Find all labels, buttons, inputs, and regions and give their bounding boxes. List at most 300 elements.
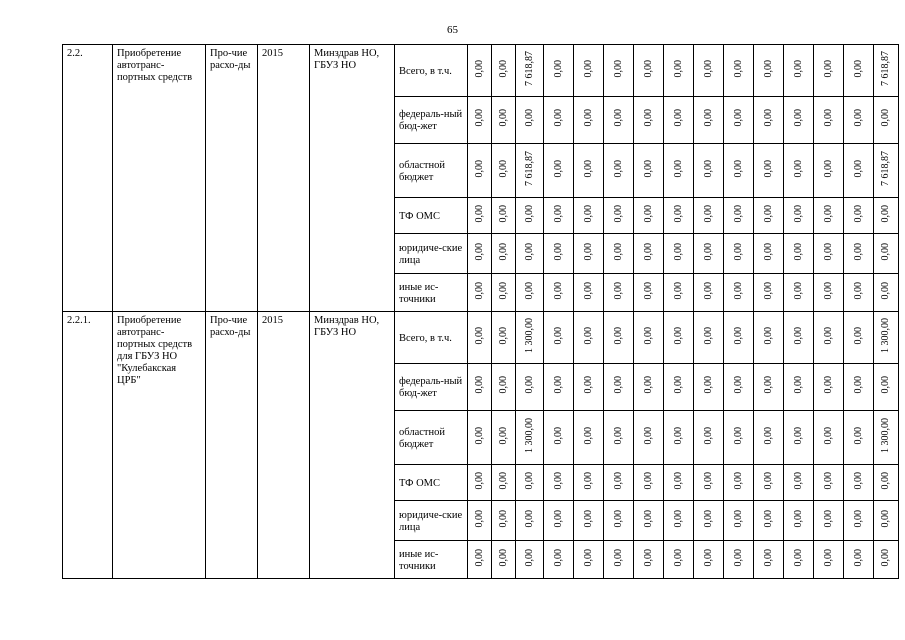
value-text: 0,00	[612, 326, 624, 345]
value-text: 0,00	[792, 426, 804, 445]
value-text: 0,00	[582, 376, 594, 394]
budget-table	[62, 44, 899, 579]
value-cell	[634, 465, 664, 501]
value-text: 0,00	[732, 204, 744, 223]
value-cell	[784, 364, 814, 411]
value-cell	[844, 45, 874, 97]
value-text: 0,00	[582, 326, 594, 345]
value-text: 0,00	[642, 509, 654, 528]
value-text: 0,00	[852, 204, 864, 223]
value-cell	[664, 144, 694, 198]
funding-source: ТФ ОМС	[395, 465, 468, 501]
value-text: 0,00	[672, 471, 684, 490]
value-cell	[694, 312, 724, 364]
value-text: 0,00	[497, 59, 509, 78]
value-text: 0,00	[732, 242, 744, 261]
value-text: 0,00	[672, 281, 684, 300]
value-cell	[516, 45, 544, 97]
value-cell	[468, 45, 492, 97]
value-cell	[844, 312, 874, 364]
value-cell	[604, 465, 634, 501]
value-cell	[516, 312, 544, 364]
value-text: 0,00	[612, 59, 624, 78]
value-text: 0,00	[523, 109, 535, 127]
value-cell	[468, 97, 492, 144]
value-text: 0,00	[642, 159, 654, 178]
value-text: 0,00	[732, 326, 744, 345]
item-name: Приобретение автотранс-портных средств для ГБУЗ НО "Кулебакская ЦРБ"	[113, 312, 206, 579]
value-cell	[574, 234, 604, 274]
value-text: 0,00	[672, 109, 684, 127]
value-cell	[604, 364, 634, 411]
value-text: 0,00	[732, 159, 744, 178]
value-text: 0,00	[792, 204, 804, 223]
value-cell	[574, 312, 604, 364]
value-cell	[754, 144, 784, 198]
value-cell	[516, 234, 544, 274]
item-code: 2.2.1.	[63, 312, 113, 579]
value-cell	[784, 97, 814, 144]
value-cell	[724, 198, 754, 234]
value-text: 0,00	[523, 204, 535, 223]
value-cell	[694, 144, 724, 198]
value-cell	[544, 198, 574, 234]
value-cell	[604, 45, 634, 97]
value-cell	[492, 501, 516, 541]
value-text: 0,00	[497, 548, 509, 567]
value-cell	[754, 312, 784, 364]
value-cell	[544, 465, 574, 501]
value-text: 0,00	[762, 204, 774, 223]
value-cell	[664, 501, 694, 541]
value-text: 0,00	[822, 376, 834, 394]
value-cell	[814, 501, 844, 541]
value-text: 0,00	[582, 548, 594, 567]
value-text: 0,00	[792, 509, 804, 528]
value-text: 0,00	[702, 159, 714, 178]
value-cell	[468, 144, 492, 198]
value-cell	[664, 364, 694, 411]
value-cell	[468, 312, 492, 364]
value-text: 0,00	[822, 509, 834, 528]
value-cell	[634, 198, 664, 234]
value-cell	[516, 411, 544, 465]
value-text: 0,00	[473, 509, 485, 528]
value-text: 0,00	[702, 59, 714, 78]
value-cell	[664, 312, 694, 364]
value-text: 0,00	[702, 376, 714, 394]
value-cell	[492, 97, 516, 144]
value-cell	[544, 274, 574, 312]
value-cell	[544, 541, 574, 579]
value-text: 0,00	[672, 242, 684, 261]
value-text: 1 300,00	[880, 418, 891, 453]
value-cell	[724, 144, 754, 198]
value-text: 0,00	[612, 509, 624, 528]
value-text: 0,00	[642, 326, 654, 345]
value-text: 0,00	[702, 426, 714, 445]
value-text: 0,00	[523, 509, 535, 528]
value-cell	[694, 97, 724, 144]
value-cell	[492, 45, 516, 97]
value-text: 0,00	[497, 109, 509, 127]
value-text: 1 300,00	[523, 418, 535, 453]
value-cell	[544, 45, 574, 97]
value-cell	[724, 411, 754, 465]
value-text: 0,00	[612, 242, 624, 261]
value-cell	[754, 541, 784, 579]
value-cell	[604, 501, 634, 541]
value-text: 0,00	[642, 59, 654, 78]
value-text: 0,00	[582, 159, 594, 178]
value-cell	[814, 274, 844, 312]
value-cell	[492, 465, 516, 501]
value-cell	[516, 274, 544, 312]
value-text: 0,00	[822, 471, 834, 490]
value-text: 0,00	[822, 159, 834, 178]
value-cell	[844, 234, 874, 274]
value-cell	[784, 501, 814, 541]
value-cell	[634, 541, 664, 579]
value-text: 0,00	[642, 242, 654, 261]
value-text: 0,00	[792, 59, 804, 78]
value-cell	[754, 411, 784, 465]
value-cell	[754, 97, 784, 144]
value-text: 0,00	[523, 281, 535, 300]
value-text: 0,00	[612, 159, 624, 178]
value-cell	[724, 364, 754, 411]
value-text: 7 618,87	[523, 51, 535, 86]
value-cell	[814, 144, 844, 198]
value-cell	[574, 45, 604, 97]
value-cell	[724, 541, 754, 579]
item-executor: Минздрав НО, ГБУЗ НО	[310, 312, 395, 579]
value-cell	[492, 364, 516, 411]
value-cell	[634, 144, 664, 198]
value-text: 0,00	[822, 281, 834, 300]
value-cell	[754, 465, 784, 501]
value-cell	[874, 541, 899, 579]
value-cell	[664, 274, 694, 312]
value-cell	[874, 312, 899, 364]
value-cell	[634, 274, 664, 312]
value-cell	[814, 465, 844, 501]
value-cell	[544, 411, 574, 465]
expense-type: Про-чие расхо-ды	[206, 312, 258, 579]
value-cell	[634, 45, 664, 97]
value-cell	[468, 541, 492, 579]
value-text: 0,00	[702, 471, 714, 490]
value-text: 0,00	[672, 426, 684, 445]
value-text: 0,00	[497, 426, 509, 445]
value-cell	[492, 274, 516, 312]
value-text: 0,00	[473, 281, 485, 300]
value-cell	[754, 364, 784, 411]
value-text: 0,00	[852, 548, 864, 567]
value-text: 0,00	[612, 376, 624, 394]
value-text: 0,00	[497, 159, 509, 178]
value-cell	[724, 312, 754, 364]
value-cell	[468, 234, 492, 274]
value-cell	[604, 411, 634, 465]
value-text: 0,00	[792, 281, 804, 300]
value-text: 0,00	[880, 548, 891, 567]
value-text: 0,00	[762, 509, 774, 528]
value-text: 0,00	[762, 281, 774, 300]
value-text: 0,00	[473, 426, 485, 445]
value-cell	[844, 144, 874, 198]
value-text: 1 300,00	[523, 318, 535, 353]
value-text: 0,00	[552, 326, 564, 345]
value-text: 0,00	[642, 109, 654, 127]
value-cell	[844, 465, 874, 501]
value-text: 0,00	[852, 509, 864, 528]
value-text: 0,00	[762, 376, 774, 394]
value-cell	[516, 144, 544, 198]
value-text: 0,00	[612, 281, 624, 300]
value-text: 0,00	[473, 159, 485, 178]
value-text: 0,00	[552, 509, 564, 528]
item-year: 2015	[258, 45, 310, 312]
value-text: 0,00	[612, 548, 624, 567]
expense-type: Про-чие расхо-ды	[206, 45, 258, 312]
value-cell	[724, 465, 754, 501]
funding-source: федераль-ный бюд-жет	[395, 364, 468, 411]
value-cell	[468, 411, 492, 465]
item-executor: Минздрав НО, ГБУЗ НО	[310, 45, 395, 312]
value-cell	[784, 541, 814, 579]
value-text: 0,00	[582, 242, 594, 261]
value-text: 0,00	[642, 426, 654, 445]
value-text: 0,00	[642, 281, 654, 300]
value-cell	[604, 541, 634, 579]
value-cell	[724, 97, 754, 144]
value-text: 0,00	[582, 109, 594, 127]
value-cell	[694, 364, 724, 411]
value-text: 0,00	[732, 471, 744, 490]
value-cell	[874, 144, 899, 198]
value-text: 0,00	[642, 204, 654, 223]
value-text: 0,00	[852, 59, 864, 78]
value-cell	[694, 274, 724, 312]
value-text: 0,00	[672, 548, 684, 567]
value-text: 0,00	[762, 471, 774, 490]
value-text: 0,00	[523, 242, 535, 261]
value-cell	[544, 501, 574, 541]
value-cell	[874, 198, 899, 234]
value-text: 0,00	[473, 376, 485, 394]
value-cell	[844, 364, 874, 411]
value-text: 0,00	[702, 109, 714, 127]
funding-source: юридиче-ские лица	[395, 234, 468, 274]
value-text: 0,00	[732, 376, 744, 394]
value-text: 0,00	[497, 471, 509, 490]
value-cell	[754, 501, 784, 541]
value-text: 0,00	[473, 326, 485, 345]
value-text: 0,00	[582, 281, 594, 300]
value-cell	[516, 465, 544, 501]
value-text: 7 618,87	[880, 51, 891, 86]
value-text: 0,00	[762, 59, 774, 78]
value-cell	[492, 541, 516, 579]
value-cell	[754, 45, 784, 97]
value-text: 0,00	[852, 109, 864, 127]
value-cell	[544, 97, 574, 144]
value-text: 0,00	[702, 509, 714, 528]
value-text: 0,00	[702, 326, 714, 345]
value-cell	[634, 364, 664, 411]
value-text: 0,00	[762, 109, 774, 127]
value-cell	[574, 364, 604, 411]
value-cell	[574, 97, 604, 144]
value-cell	[754, 274, 784, 312]
value-text: 0,00	[672, 326, 684, 345]
value-cell	[844, 501, 874, 541]
value-cell	[516, 541, 544, 579]
value-cell	[664, 411, 694, 465]
value-text: 0,00	[852, 242, 864, 261]
value-text: 0,00	[497, 326, 509, 345]
value-text: 0,00	[582, 204, 594, 223]
value-cell	[874, 234, 899, 274]
value-cell	[754, 234, 784, 274]
value-text: 0,00	[523, 471, 535, 490]
value-text: 0,00	[552, 471, 564, 490]
value-text: 0,00	[762, 548, 774, 567]
value-text: 0,00	[880, 204, 891, 223]
value-cell	[604, 234, 634, 274]
value-text: 0,00	[880, 471, 891, 490]
value-text: 0,00	[792, 326, 804, 345]
funding-source: федераль-ный бюд-жет	[395, 97, 468, 144]
value-text: 0,00	[702, 204, 714, 223]
value-text: 0,00	[822, 204, 834, 223]
value-text: 0,00	[582, 426, 594, 445]
value-cell	[544, 364, 574, 411]
value-cell	[604, 97, 634, 144]
value-cell	[468, 501, 492, 541]
value-cell	[516, 501, 544, 541]
value-cell	[874, 45, 899, 97]
value-cell	[814, 45, 844, 97]
value-cell	[754, 198, 784, 234]
value-cell	[604, 312, 634, 364]
value-text: 0,00	[497, 242, 509, 261]
value-text: 0,00	[612, 471, 624, 490]
value-cell	[844, 274, 874, 312]
value-cell	[874, 501, 899, 541]
value-text: 0,00	[552, 242, 564, 261]
value-text: 0,00	[792, 471, 804, 490]
value-cell	[814, 364, 844, 411]
funding-source: Всего, в т.ч.	[395, 45, 468, 97]
value-cell	[784, 45, 814, 97]
value-cell	[492, 411, 516, 465]
value-cell	[634, 234, 664, 274]
value-text: 0,00	[497, 509, 509, 528]
value-text: 0,00	[473, 548, 485, 567]
value-cell	[694, 411, 724, 465]
value-text: 0,00	[672, 509, 684, 528]
value-text: 0,00	[702, 281, 714, 300]
item-name: Приобретение автотранс-портных средств	[113, 45, 206, 312]
value-cell	[724, 45, 754, 97]
value-cell	[574, 465, 604, 501]
value-text: 0,00	[880, 376, 891, 394]
value-cell	[784, 274, 814, 312]
value-cell	[694, 234, 724, 274]
value-text: 0,00	[732, 426, 744, 445]
value-cell	[874, 411, 899, 465]
funding-source: Всего, в т.ч.	[395, 312, 468, 364]
value-text: 0,00	[852, 376, 864, 394]
value-text: 0,00	[702, 242, 714, 261]
value-text: 0,00	[552, 548, 564, 567]
value-cell	[492, 144, 516, 198]
value-text: 0,00	[612, 426, 624, 445]
value-cell	[694, 541, 724, 579]
value-cell	[492, 234, 516, 274]
value-cell	[784, 144, 814, 198]
value-text: 0,00	[497, 376, 509, 394]
value-cell	[574, 274, 604, 312]
value-text: 0,00	[612, 204, 624, 223]
value-cell	[604, 274, 634, 312]
value-cell	[664, 234, 694, 274]
value-cell	[724, 274, 754, 312]
value-cell	[784, 411, 814, 465]
value-cell	[634, 411, 664, 465]
value-text: 0,00	[672, 376, 684, 394]
value-cell	[814, 411, 844, 465]
value-cell	[574, 541, 604, 579]
value-text: 0,00	[792, 548, 804, 567]
value-text: 0,00	[880, 509, 891, 528]
value-cell	[784, 198, 814, 234]
value-text: 0,00	[732, 509, 744, 528]
funding-source: ТФ ОМС	[395, 198, 468, 234]
table-row	[63, 45, 899, 97]
value-text: 0,00	[552, 426, 564, 445]
value-cell	[664, 97, 694, 144]
item-code: 2.2.	[63, 45, 113, 312]
value-cell	[574, 198, 604, 234]
value-cell	[468, 198, 492, 234]
value-cell	[694, 198, 724, 234]
value-text: 0,00	[672, 59, 684, 78]
value-text: 0,00	[792, 109, 804, 127]
value-text: 0,00	[672, 204, 684, 223]
value-text: 0,00	[552, 59, 564, 78]
value-cell	[492, 312, 516, 364]
value-text: 0,00	[822, 548, 834, 567]
value-text: 0,00	[880, 242, 891, 261]
value-text: 0,00	[523, 548, 535, 567]
value-cell	[634, 97, 664, 144]
value-text: 0,00	[762, 326, 774, 345]
value-cell	[724, 234, 754, 274]
value-text: 0,00	[473, 204, 485, 223]
value-text: 0,00	[552, 109, 564, 127]
value-text: 0,00	[822, 59, 834, 78]
value-cell	[784, 465, 814, 501]
value-cell	[516, 364, 544, 411]
value-cell	[814, 97, 844, 144]
value-text: 0,00	[552, 376, 564, 394]
value-cell	[634, 312, 664, 364]
value-cell	[724, 501, 754, 541]
value-text: 0,00	[732, 59, 744, 78]
